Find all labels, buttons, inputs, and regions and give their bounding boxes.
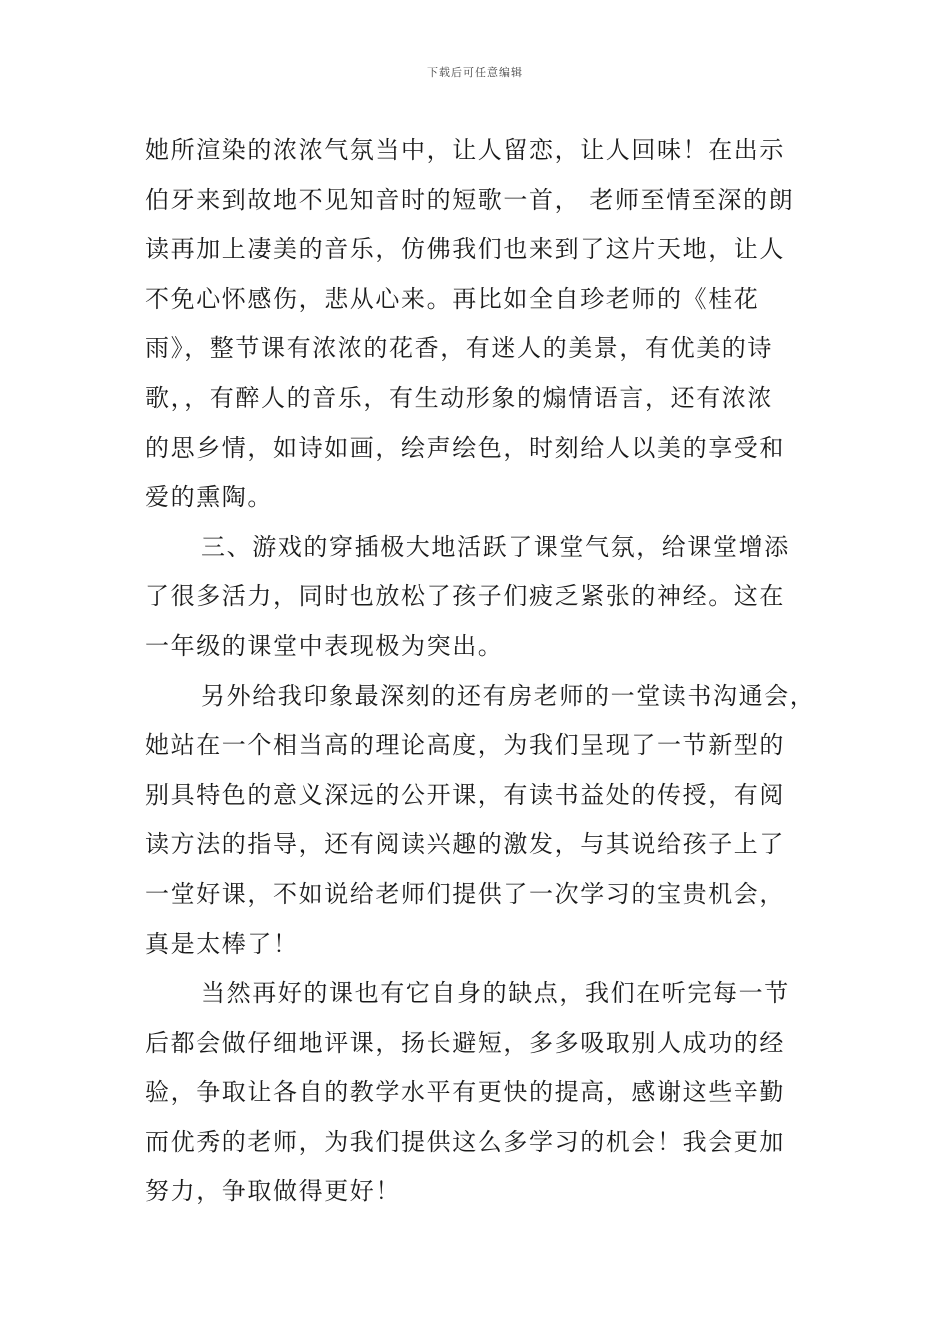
paragraph-start-line: 另外给我印象最深刻的还有房老师的一堂读书沟通会， [201, 681, 816, 710]
text-line: 真是太棒了！ [145, 929, 299, 958]
text-line: 雨》，整节课有浓浓的花香，有迷人的美景，有优美的诗 [145, 334, 773, 363]
text-line: 她站在一个相当高的理论高度，为我们呈现了一节新型的 [145, 731, 785, 760]
text-line: 她所渲染的浓浓气氛当中，让人留恋，让人回味！在出示 [145, 136, 785, 164]
text-line: 一堂好课，不如说给老师们提供了一次学习的宝贵机会， [145, 879, 785, 908]
text-line: 一年级的课堂中表现极为突出。 [145, 631, 504, 660]
page-header: 下载后可任意编辑 [427, 66, 523, 79]
text-line: 了很多活力，同时也放松了孩子们疲乏紧张的神经。这在 [145, 582, 785, 611]
text-line: 后都会做仔细地评课，扬长避短，多多吸取别人成功的经 [145, 1028, 785, 1057]
paragraph-start-line: 当然再好的课也有它自身的缺点，我们在听完每一节 [201, 979, 790, 1008]
text-line: 不免心怀感伤，悲从心来。再比如全自珍老师的《桂花 [145, 284, 760, 313]
text-line: 而优秀的老师，为我们提供这么多学习的机会！我会更加 [145, 1127, 785, 1156]
text-line: 别具特色的意义深远的公开课，有读书益处的传授，有阅 [145, 780, 785, 809]
text-line: 读方法的指导，还有阅读兴趣的激发，与其说给孩子上了 [145, 830, 785, 859]
text-line: 爱的熏陶。 [145, 483, 273, 512]
text-line: 读再加上凄美的音乐，仿佛我们也来到了这片天地，让人 [145, 235, 785, 264]
paragraph-start-line: 三、游戏的穿插极大地活跃了课堂气氛，给课堂增添 [201, 532, 790, 561]
document-body [145, 126, 830, 1217]
text-line: 歌，，有醉人的音乐，有生动形象的煽情语言，还有浓浓 [145, 383, 773, 412]
text-line: 验，争取让各自的教学水平有更快的提高，感谢这些辛勤 [145, 1078, 785, 1107]
text-line: 努力，争取做得更好！ [145, 1177, 401, 1206]
text-line: 的思乡情，如诗如画，绘声绘色，时刻给人以美的享受和 [145, 433, 785, 462]
text-line: 伯牙来到故地不见知音时的短歌一首， 老师至情至深的朗 [145, 185, 795, 214]
